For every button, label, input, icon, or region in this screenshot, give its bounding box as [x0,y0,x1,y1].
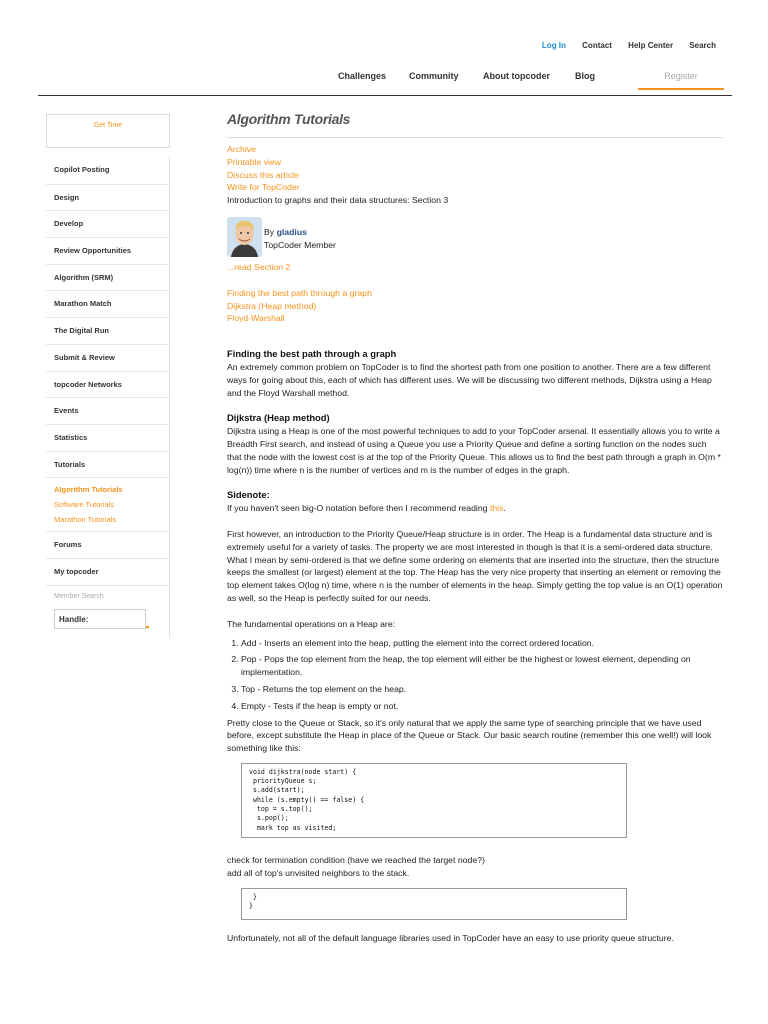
article-subtitle: Introduction to graphs and their data structures: Section 3 [227,195,449,206]
sidebar-item-my-topcoder[interactable]: My topcoder [46,558,169,585]
paragraph-check-termination: check for termination condition (have we reached the target node?) [227,854,485,865]
toc-floyd-warshall-link[interactable]: Floyd-Warshall [227,313,285,324]
help-center-link[interactable]: Help Center [628,41,674,50]
member-search-label: Member Search [46,585,169,607]
toc-dijkstra-link[interactable]: Dijkstra (Heap method) [227,300,317,311]
sidebar [46,157,170,637]
contact-link[interactable]: Contact [582,41,612,50]
tutorials-submenu [46,477,169,531]
heading-dijkstra: Dijkstra (Heap method) [227,412,330,424]
sidebar-item-algorithm-tutorials[interactable]: Algorithm Tutorials [54,485,123,495]
handle-go-button[interactable] [146,626,149,628]
toc-best-path-link[interactable]: Finding the best path through a graph [227,287,372,298]
sidebar-item-design[interactable]: Design [46,184,169,211]
handle-label: Handle: [59,614,89,624]
author-avatar [227,217,262,257]
paragraph-unfortunately: Unfortunately, not all of the default language libraries used in TopCoder have an easy to use priority queue structure. [227,932,674,943]
sidebar-item-forums[interactable]: Forums [46,531,169,558]
sidenote-text: If you haven't seen big-O notation before then I recommend reading [227,503,490,514]
article-links [227,143,723,207]
paragraph-close-to-queue: Pretty close to the Queue or Stack, so it's only natural that we apply the same type of searching principle that we have used before, except substitute the Heap in place of the Queue or Stack. Our basic search routine (remember this one well!) will look something like this: [227,717,712,754]
by-label: By [264,226,275,237]
printable-view-link[interactable]: Printable view [227,156,282,167]
sidebar-item-topcoder-networks[interactable]: topcoder Networks [46,371,169,398]
sidenote-end: . [503,503,506,514]
write-for-topcoder-link[interactable]: Write for TopCoder [227,182,300,193]
list-item: 2. Pop - Pops the top element from the heap, the top element will either be the highest or lowest element, depending on implementation. [241,653,723,679]
nav-about[interactable]: About topcoder [483,71,550,81]
register-button[interactable]: Register [638,71,724,90]
get-time-link[interactable]: Get Time [93,122,123,129]
paragraph-best-path: An extremely common problem on TopCoder is to find the shortest path from one position to another. There are a few different ways for going about this, each of which has different uses. We will be discussing two different methods, Dijkstra using a Heap and the Floyd Warshall method. [227,361,712,398]
login-link[interactable]: Log In [541,41,566,50]
sidebar-item-marathon-tutorials[interactable]: Marathon Tutorials [54,515,117,525]
sidebar-item-statistics[interactable]: Statistics [46,424,169,451]
paragraph-add-neighbors: add all of top's unvisited neighbors to the stack. [227,867,410,878]
sidebar-item-marathon-match[interactable]: Marathon Match [46,290,169,317]
heap-operations-list [227,637,723,713]
this-link[interactable]: this [489,503,504,514]
heading-sidenote: Sidenote: [227,489,270,501]
list-item: 4. Empty - Tests if the heap is empty or not. [241,700,723,713]
article [227,113,723,944]
nav-challenges[interactable]: Challenges [338,71,387,81]
paragraph-dijkstra: Dijkstra using a Heap is one of the most powerful techniques to add to your TopCoder arsenal. It essentially allows you to write a Breadth First search, and instead of using a Queue you use a Priority Queue and define a sorting function on the nodes such that the node with the lowest cost is at the top of the Priority Queue. This allows us to find the best path through a graph in O(m * log(n)) time where n is the number of vertices and m is the number of edges in the graph. [227,426,721,475]
read-section-2-link[interactable]: ...read Section 2 [227,261,291,272]
list-item: 1. Add - Inserts an element into the heap, putting the element into the correct ordered location. [241,637,723,650]
sidebar-item-events[interactable]: Events [46,397,169,424]
sidebar-item-copilot-posting[interactable]: Copilot Posting [54,165,110,174]
nav-divider [38,95,732,96]
sidebar-item-algorithm-srm[interactable]: Algorithm (SRM) [46,264,169,291]
nav-community[interactable]: Community [409,71,459,81]
table-of-contents [227,287,723,325]
sidebar-item-submit-review[interactable]: Submit & Review [46,344,169,371]
top-links [528,41,716,50]
sidebar-item-develop[interactable]: Develop [46,210,169,237]
list-item: 3. Top - Returns the top element on the heap. [241,683,723,696]
author-name-link[interactable]: gladius [276,226,307,237]
handle-input[interactable] [54,609,146,629]
archive-link[interactable]: Archive [227,144,256,154]
author-block [227,217,723,259]
search-link[interactable]: Search [689,41,716,50]
discuss-article-link[interactable]: Discuss this article [227,169,299,180]
get-time-box [46,114,170,148]
nav-blog[interactable]: Blog [575,71,595,81]
sidebar-item-tutorials[interactable]: Tutorials [46,451,169,478]
page-title: Algorithm Tutorials [227,113,723,138]
author-info [264,226,336,252]
author-role: TopCoder Member [264,239,336,250]
code-block-dijkstra: void dijkstra(node start) { priorityQueue s; s.add(start); while (s.empty() == false) { top = s.top(); s.pop(); mark top as visited; [241,763,627,838]
sidebar-item-digital-run[interactable]: The Digital Run [46,317,169,344]
paragraph-heap-ops: The fundamental operations on a Heap are: [227,618,396,629]
sidebar-item-review-opportunities[interactable]: Review Opportunities [46,237,169,264]
heading-best-path: Finding the best path through a graph [227,348,397,360]
code-block-closing: } } [241,888,627,920]
paragraph-sidenote [227,502,723,515]
paragraph-heap-intro: First however, an introduction to the Priority Queue/Heap structure is in order. The Heap is a fundamental data structure and is extremely useful for a variety of tasks. The property we are most interested in though is that it is a semi-ordered data structure. What I mean by semi-ordered is that we define some ordering on elements that are inserted into the structure, then the structure keeps the smallest (or largest) element at the top. The Heap has the very nice property that inserting an element or removing the top element takes O(log n) time, where n is the number of elements in the heap. Simply getting the top value is an O(1) operation as well, so the Heap is perfectly suited for our needs. [227,528,723,603]
sidebar-item-software-tutorials[interactable]: Software Tutorials [54,500,115,510]
